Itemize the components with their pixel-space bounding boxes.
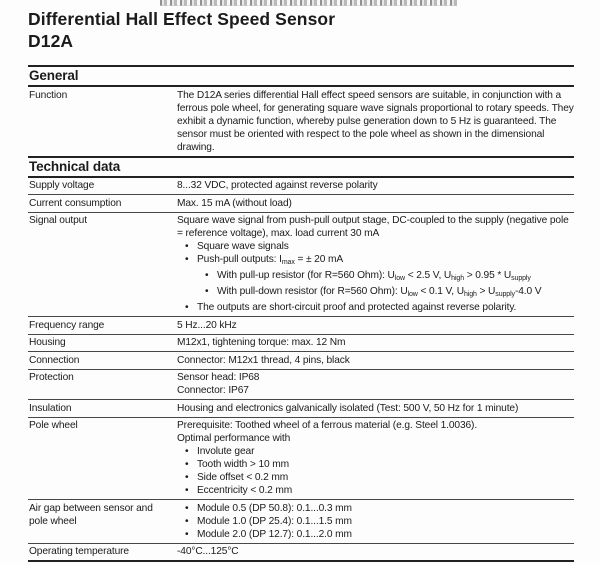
- spec-row: [28, 87, 574, 156]
- spec-paragraph: [177, 354, 574, 367]
- bullet-marker: •: [185, 528, 189, 540]
- bullet-item: [177, 458, 574, 471]
- spec-label: Signal output: [29, 215, 87, 226]
- spec-row: [28, 544, 574, 563]
- text-segment: M12x1, tightening torque: max. 12 Nm: [177, 337, 346, 348]
- spec-value: [177, 319, 574, 332]
- text-segment: Square wave signal from push-pull output stage, DC-coupled to the supply (negative pole = reference voltage), max. load current 30 mA: [177, 215, 569, 239]
- bullet-marker: •: [185, 241, 189, 252]
- spec-label: Supply voltage: [29, 180, 95, 191]
- bullet-item: [177, 484, 574, 497]
- text-segment: With pull-up resistor (for R=560 Ohm): U: [217, 270, 395, 281]
- text-segment: Housing and electronics galvanically isolated (Test: 500 V, 50 Hz for 1 minute): [177, 402, 519, 414]
- bullet-item: [177, 515, 574, 528]
- spec-row: [28, 418, 574, 501]
- section-rows: [28, 87, 574, 156]
- spec-row: [28, 352, 574, 370]
- spec-row: [28, 335, 574, 353]
- bullet-item: [177, 253, 574, 269]
- spec-row: [28, 400, 574, 418]
- spec-row: [28, 213, 574, 318]
- spec-label: Pole wheel: [29, 420, 78, 431]
- spec-value: [177, 371, 574, 397]
- text-segment: -4.0 V: [514, 286, 542, 297]
- spec-row: [28, 500, 574, 544]
- bullet-marker: •: [205, 286, 209, 297]
- text-segment: Connector: IP67: [177, 385, 249, 396]
- text-segment: Optimal performance with: [177, 433, 291, 444]
- bullet-marker: •: [185, 446, 189, 457]
- spec-value: [177, 179, 574, 192]
- spec-paragraph: [177, 419, 574, 432]
- subscript-text: low: [394, 275, 405, 282]
- spec-paragraph: [177, 371, 574, 384]
- spec-value: [177, 197, 574, 210]
- spec-paragraph: [177, 179, 574, 192]
- text-segment: Involute gear: [197, 446, 255, 457]
- spec-label: Operating temperature: [29, 546, 129, 557]
- spec-value: [177, 545, 574, 558]
- bullet-item: [177, 502, 574, 515]
- text-segment: Tooth width > 10 mm: [197, 459, 289, 470]
- spec-paragraph: [177, 319, 574, 332]
- spec-value: [177, 402, 574, 415]
- text-segment: Module 0.5 (DP 50.8): 0.1...0.3 mm: [197, 502, 352, 514]
- page-title: [28, 8, 574, 52]
- spec-row: [28, 317, 574, 335]
- bullet-item: [177, 269, 574, 285]
- section-heading-general: General: [28, 65, 574, 87]
- bullet-marker: •: [185, 472, 189, 483]
- bullet-marker: •: [185, 515, 189, 527]
- spec-label: Connection: [29, 354, 80, 366]
- spec-value: [177, 502, 574, 541]
- spec-label: Protection: [29, 372, 74, 383]
- text-segment: Max. 15 mA (without load): [177, 197, 292, 209]
- text-segment: Module 2.0 (DP 12.7): 0.1...2.0 mm: [197, 528, 352, 540]
- bullet-marker: •: [185, 459, 189, 470]
- spec-label: Housing: [29, 337, 66, 348]
- text-segment: Side offset < 0.2 mm: [197, 472, 289, 483]
- bullet-marker: •: [185, 502, 189, 514]
- spec-paragraph: [177, 384, 574, 397]
- text-segment: Connector: M12x1 thread, 4 pins, black: [177, 354, 350, 366]
- spec-paragraph: [177, 336, 574, 349]
- text-segment: With pull-down resistor (for R=560 Ohm): U: [217, 286, 408, 297]
- spec-paragraph: [177, 197, 574, 210]
- text-segment: < 2.5 V, U: [405, 270, 452, 281]
- text-segment: Square wave signals: [197, 241, 289, 252]
- text-segment: Sensor head: IP68: [177, 372, 260, 383]
- page-title-line2: D12A: [28, 31, 74, 51]
- bullet-marker: •: [185, 485, 189, 496]
- bullet-item: [177, 445, 574, 458]
- subscript-text: high: [463, 291, 477, 298]
- text-segment: 5 Hz...20 kHz: [177, 319, 237, 331]
- cropped-text-remnant: [160, 0, 457, 6]
- text-segment: = ± 20 mA: [294, 254, 344, 265]
- bullet-item: [177, 528, 574, 541]
- bullet-marker: •: [185, 302, 189, 313]
- spec-row: [28, 178, 574, 196]
- subscript-text: low: [407, 291, 418, 298]
- text-segment: -40°C...125°C: [177, 546, 239, 557]
- spec-paragraph: [177, 402, 574, 415]
- spec-paragraph: [177, 89, 574, 154]
- spec-label: Current consumption: [29, 197, 122, 209]
- spec-row: [28, 195, 574, 213]
- subscript-text: high: [451, 275, 465, 282]
- spec-table: [28, 65, 574, 562]
- section-heading-technical-data: Technical data: [28, 156, 574, 178]
- spec-paragraph: [177, 432, 574, 445]
- text-segment: 8...32 VDC, protected against reverse polarity: [177, 180, 378, 191]
- text-segment: < 0.1 V, U: [417, 286, 464, 297]
- spec-value: [177, 354, 574, 367]
- spec-row: [28, 370, 574, 401]
- bullet-marker: •: [185, 254, 189, 265]
- subscript-text: supply: [511, 275, 531, 282]
- subscript-text: supply: [495, 291, 515, 298]
- section-rows: [28, 178, 574, 563]
- text-segment: Eccentricity < 0.2 mm: [197, 485, 293, 496]
- spec-label: Air gap between sensor and pole wheel: [29, 502, 153, 527]
- page-title-line1: Differential Hall Effect Speed Sensor: [28, 9, 336, 29]
- text-segment: The D12A series differential Hall effect speed sensors are suitable, in conjunction with a ferrous pole wheel, for generating square wave signals proportional to rotary speeds. They exhibit a dynamic function, whereby pulse generation down to 5 Hz is guaranteed. The sensor must be oriented with respect to the pole wheel as shown in the dimensional drawing.: [177, 89, 574, 153]
- text-segment: The outputs are short-circuit proof and protected against reverse polarity.: [197, 302, 517, 313]
- spec-label: Frequency range: [29, 319, 105, 331]
- bullet-marker: •: [205, 270, 209, 281]
- spec-label: Function: [29, 89, 68, 101]
- text-segment: Prerequisite: Toothed wheel of a ferrous material (e.g. Steel 1.0036).: [177, 420, 478, 431]
- spec-value: [177, 214, 574, 314]
- spec-label: Insulation: [29, 402, 72, 414]
- text-segment: > U: [476, 286, 496, 297]
- spec-value: [177, 89, 574, 154]
- subscript-text: max: [281, 259, 295, 266]
- spec-paragraph: [177, 545, 574, 558]
- spec-paragraph: [177, 214, 574, 240]
- spec-value: [177, 336, 574, 349]
- text-segment: Push-pull outputs: I: [197, 254, 282, 265]
- bullet-item: [177, 240, 574, 253]
- bullet-item: [177, 471, 574, 484]
- spec-value: [177, 419, 574, 497]
- text-segment: > 0.95 * U: [464, 270, 512, 281]
- bullet-item: [177, 285, 574, 301]
- bullet-item: [177, 301, 574, 314]
- text-segment: Module 1.0 (DP 25.4): 0.1...1.5 mm: [197, 515, 352, 527]
